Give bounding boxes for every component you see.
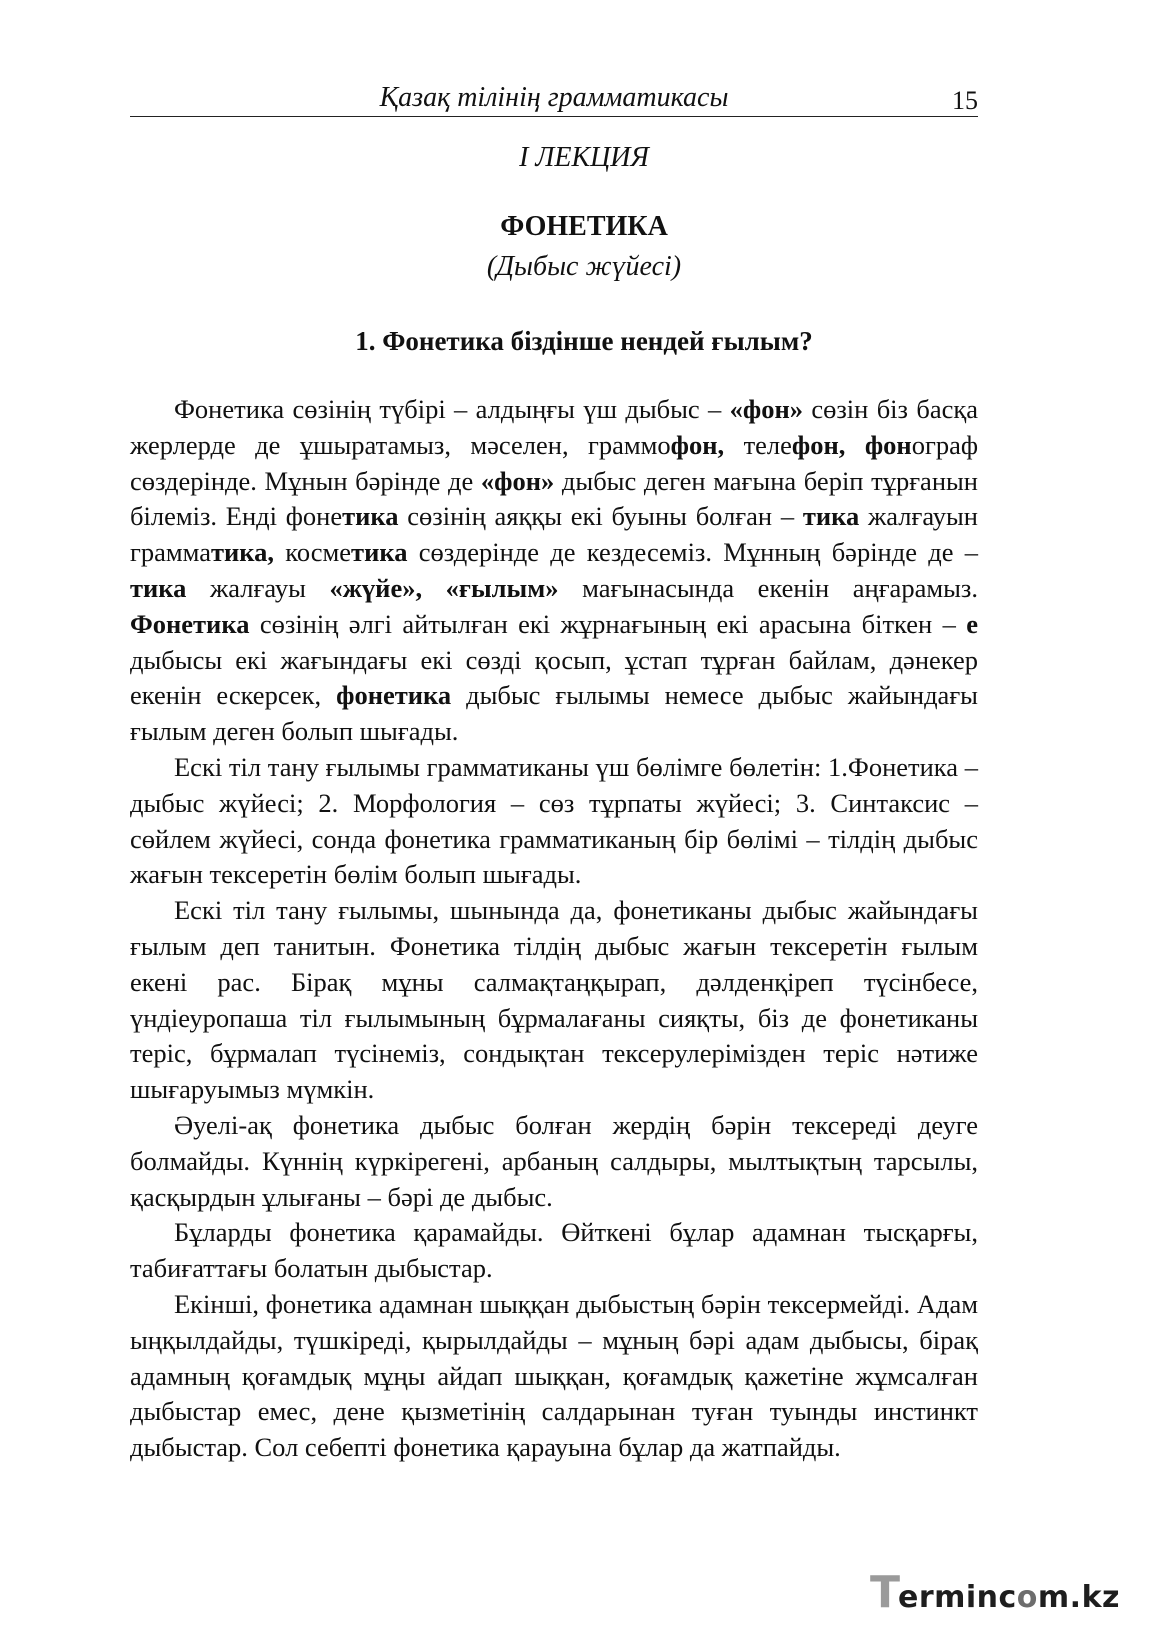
text-run: Ескі тіл тану ғылымы грамматиканы үш бөлімге бөлетін: 1.Фонетика – дыбыс жүйесі; 2. Морфология – сөз тұрпаты жүйесі; 3. Синтаксис – сөйлем жүйесі, сонда фонетика грамматиканың бір бөлімі – тілдің дыбыс жағын тексеретін бөлім болып шығады. (130, 751, 978, 890)
text-run: сөздерінде де кездесеміз. Мұнның бәрінде де – (407, 537, 978, 568)
text-run: сөзін біз басқа жерлерде де ұшыратамыз, мәселен, граммо (130, 394, 979, 460)
watermark-text (898, 1581, 1120, 1615)
body-paragraph (130, 750, 978, 893)
site-watermark (869, 1567, 1120, 1618)
body-text (130, 392, 978, 1466)
bold-term: е (966, 608, 978, 639)
watermark-part-one: erminc (897, 1580, 1017, 1615)
watermark-part-two: m.kz (1037, 1580, 1120, 1615)
bold-term: тика (802, 501, 860, 532)
body-paragraph (130, 392, 978, 750)
bold-term: фонетика (336, 680, 452, 711)
body-paragraph (130, 1108, 978, 1215)
bold-term: «фон» (480, 465, 555, 496)
bold-term: «фон» (729, 394, 803, 424)
text-run: дыбыс деген мағына беріп тұрғанын білеміз. Енді фоне (130, 465, 978, 532)
text-run: Фонетика сөзінің түбірі – алдыңғы үш дыбыс – (174, 394, 730, 424)
bold-term: фон, (670, 429, 725, 460)
text-run: сөзінің әлгі айтылған екі жұрнағының екі арасына біткен – (249, 608, 967, 639)
running-title: Қазақ тілінің грамматикасы (379, 82, 729, 113)
body-paragraph (130, 1215, 978, 1287)
text-run: сөзінің аяққы екі буыны болған – (398, 501, 803, 532)
text-run: мағынасында екенін аңғарамыз. (558, 572, 978, 603)
bold-term: «жүйе», «ғылым» (329, 572, 559, 603)
watermark-initial: T (869, 1567, 900, 1618)
body-paragraph (130, 893, 978, 1108)
bold-term: фон, (791, 429, 846, 460)
magnifier-icon: o (1016, 1580, 1038, 1615)
bold-term: Фонетика (130, 608, 250, 639)
text-run: жалғауы (186, 572, 330, 603)
bold-term: фон (864, 429, 912, 460)
text-run: ограф сөздерінде. Мұнын бәрінде де (130, 429, 979, 496)
text-run: Әуелі-ақ фонетика дыбыс болған жердің бәрін тексереді деуге болмайды. Күннің күркірегені, арбаның салдыры, мылтықтың тарсылы, қасқырдын ұлығаны – бәрі де дыбыс. (130, 1109, 978, 1212)
text-run (845, 430, 864, 460)
bold-term: тика, (211, 537, 275, 568)
text-run: жалғауын грамма (130, 501, 978, 568)
text-run: Екінші, фонетика адамнан шыққан дыбыстың бәрін тексермейді. Адам ыңқылдайды, түшкіреді, қырылдайды – мұның бәрі адам дыбысы, бірақ адамның қоғамдық мұңы айдап шыққан, қоғамдық қажетіне жұмсалған дыбыстар емес, дене қызметінің салдарынан туған туынды инстинкт дыбыстар. Сол себепті фонетика қарауына бұлар да жатпайды. (130, 1288, 978, 1463)
text-run: теле (724, 429, 792, 460)
running-header (130, 80, 978, 117)
body-paragraph (130, 1287, 978, 1466)
bold-term: тика (342, 501, 399, 532)
chapter-subtitle: (Дыбыс жүйесі) (486, 251, 682, 282)
text-run: косме (274, 537, 352, 568)
page-number: 15 (952, 86, 978, 115)
lecture-label: I ЛЕКЦИЯ (519, 142, 649, 173)
bold-term: тика (130, 572, 187, 603)
section-heading: 1. Фонетика біздінше нендей ғылым? (355, 326, 813, 356)
text-run: дыбыс ғылымы немесе дыбыс жайындағы ғылым деген болып шығады. (130, 680, 978, 747)
bold-term: тика (351, 537, 408, 568)
text-run: Бұларды фонетика қарамайды. Өйткені бұлар адамнан тысқарғы, табиғаттағы болатын дыбыстар. (130, 1217, 978, 1284)
text-run: Ескі тіл тану ғылымы, шынында да, фонетиканы дыбыс жайындағы ғылым деп танитын. Фонетика тілдің дыбыс жағын тексеретін ғылым екені рас. Бірақ мұны салмақтаңқырап, дәлденқіреп түсінбесе, үндіеуропаша тіл ғылымының бұрмалағаны сияқты, біз де фонетиканы теріс, бұрмалап түсінеміз, сондықтан тексерулерімізден теріс нәтиже шығаруымыз мүмкін. (130, 895, 978, 1105)
chapter-title: ФОНЕТИКА (500, 211, 668, 242)
text-run: дыбысы екі жағындағы екі сөзді қосып, ұстап тұрған байлам, дәнекер екенін ескерсек, (130, 644, 978, 711)
